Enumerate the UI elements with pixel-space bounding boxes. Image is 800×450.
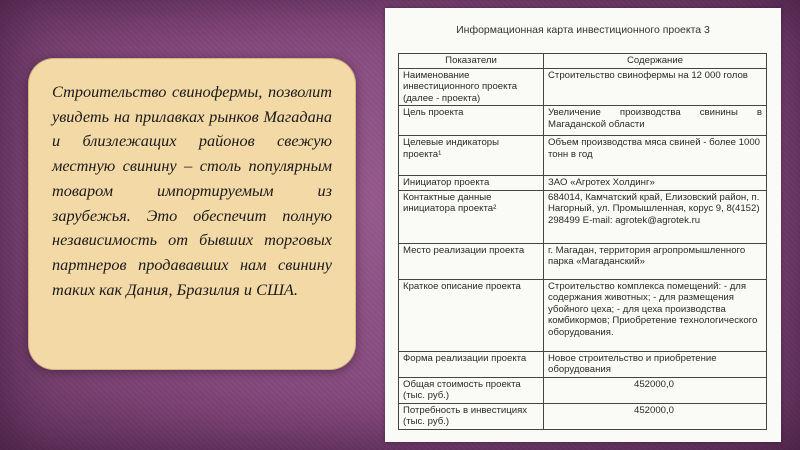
row-value: Новое строительство и приобретение оборудования bbox=[544, 351, 767, 377]
table-row bbox=[399, 377, 767, 403]
row-label: Цель проекта bbox=[399, 106, 544, 136]
row-value: 452000,0 bbox=[544, 377, 767, 403]
row-value: Строительство комплекса помещений: - для содержания животных; - для размещения убойного цеха; - для цеха производства комбикормов; Приобретение технологического оборудования. bbox=[544, 279, 767, 351]
document-title: Информационная карта инвестиционного проекта 3 bbox=[456, 24, 710, 36]
card-paragraph: Строительство свинофермы, позволит увидеть на прилавках рынков Магадана и близлежащих районов свежую местную свинину – столь популярным товаром импортируемым из зарубежья. Это обеспечит полную независимость от бывших торговых партнеров продававших нам свинину таких как Дания, Бразилия и США. bbox=[52, 82, 332, 299]
row-label: Форма реализации проекта bbox=[399, 351, 544, 377]
header-indicators: Показатели bbox=[399, 54, 544, 69]
text-card bbox=[28, 58, 356, 370]
row-value: ЗАО «Агротех Холдинг» bbox=[544, 176, 767, 191]
row-value: Увеличение производства свинины в Магаданской области bbox=[544, 106, 767, 136]
row-value: Объем производства мяса свиней - более 1000 тонн в год bbox=[544, 136, 767, 176]
table-row bbox=[399, 351, 767, 377]
document-page bbox=[385, 8, 781, 442]
row-label: Общая стоимость проекта (тыс. руб.) bbox=[399, 377, 544, 403]
header-content: Содержание bbox=[544, 54, 767, 69]
table-row bbox=[399, 403, 767, 429]
table-row bbox=[399, 176, 767, 191]
row-label: Наименование инвестиционного проекта (далее - проекта) bbox=[399, 68, 544, 106]
table-row bbox=[399, 106, 767, 136]
info-table bbox=[398, 53, 767, 430]
row-value: 684014, Камчатский край, Елизовский район, п. Нагорный, ул. Промышленная, корус 9, 8(4152) 298499 E-mail: agrotek@agrotek.ru bbox=[544, 190, 767, 243]
table-row bbox=[399, 136, 767, 176]
row-label: Потребность в инвестициях (тыс. руб.) bbox=[399, 403, 544, 429]
table-row bbox=[399, 68, 767, 106]
table-header-row bbox=[399, 54, 767, 69]
row-label: Инициатор проекта bbox=[399, 176, 544, 191]
table-row bbox=[399, 190, 767, 243]
row-label: Контактные данные инициатора проекта² bbox=[399, 190, 544, 243]
table-row bbox=[399, 279, 767, 351]
row-value: Строительство свинофермы на 12 000 голов bbox=[544, 68, 767, 106]
row-label: Краткое описание проекта bbox=[399, 279, 544, 351]
row-label: Целевые индикаторы проекта¹ bbox=[399, 136, 544, 176]
row-label: Место реализации проекта bbox=[399, 243, 544, 279]
row-value: г. Магадан, территория агропромышленного парка «Магаданский» bbox=[544, 243, 767, 279]
row-value: 452000,0 bbox=[544, 403, 767, 429]
table-row bbox=[399, 243, 767, 279]
